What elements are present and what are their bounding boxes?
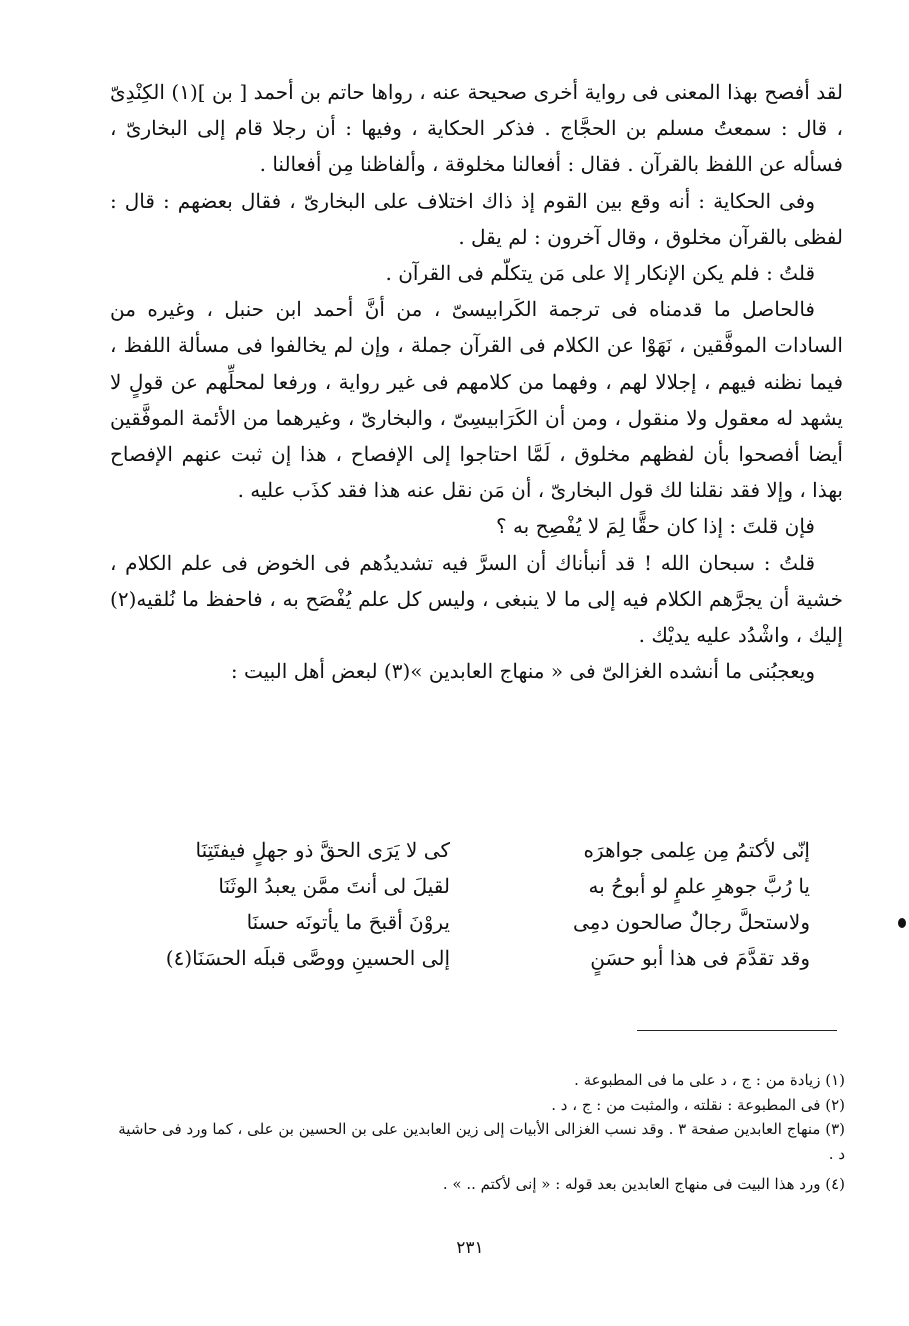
poem-verses xyxy=(150,832,810,976)
paragraph-6: قلتُ : سبحان الله ! قد أنبأناك أن السرَّ فيه تشديدُهم فى الخوض فى علم الكلام ، خشية أن يجرَّهم الكلام فيه إلى ما لا ينبغى ، وليس كل علم يُفْصَح به ، فاحفظ ما نُلقيه(٢) إليك ، واشْدُد عليه يديْك . xyxy=(110,550,843,648)
verse-first-hemistich: وقد تقدَّمَ فى هذا أبو حسَنٍ xyxy=(590,946,810,970)
margin-mark xyxy=(898,918,906,928)
footnote-1: (١) زيادة من : ج ، د على ما فى المطبوعة . xyxy=(574,1071,845,1089)
verse-line xyxy=(150,940,810,976)
paragraph-4: فالحاصل ما قدمناه فى ترجمة الكَرابيسىّ ، من أنَّ أحمد ابن حنبل ، وغيره من السادات الموفَّقين ، نَهَوْا عن الكلام فى القرآن جملة ، وإن لم يخالفوا فى مسألة اللفظ ، فيما نظنه فيهم ، إجلالا لهم ، وفهما من كلامهم فى غير رواية ، ورفعا لمحلِّهم عن قولٍ لا يشهد له معقول ولا منقول ، ومن أن الكَرَابيسِىّ ، والبخارىّ ، وغيرهما من الأئمة الموفَّقين أيضا أفصحوا بأن لفظهم مخلوق ، لَمَّا احتاجوا إلى الإفصاح ، هذا إن ثبت عنهم الإفصاح بهذا ، وإلا فقد نقلنا لك قول البخارىّ ، أن مَن نقل عنه هذا فقد كذَب عليه . xyxy=(110,297,843,503)
verse-second-hemistich: لقيلَ لى أنتَ ممَّن يعبدُ الوثَنَا xyxy=(218,874,450,898)
verse-second-hemistich: إلى الحسينِ ووصَّى قبلَه الحسَنَا(٤) xyxy=(165,946,450,970)
verse-line xyxy=(150,904,810,940)
verse-line xyxy=(150,832,810,868)
paragraph-5: فإن قلتَ : إذا كان حقًّا لِمَ لا يُفْصِح به ؟ xyxy=(495,514,815,539)
footnote-2: (٢) فى المطبوعة : نقلته ، والمثبت من : ج ، د . xyxy=(551,1095,845,1114)
paragraph-2: وفى الحكاية : أنه وقع بين القوم إذ ذاك اختلاف على البخارىّ ، فقال بعضهم : قال : لفظى بالقرآن مخلوق ، وقال آخرون : لم يقل . xyxy=(110,188,843,249)
paragraph-7: ويعجبُنى ما أنشده الغزالىّ فى « منهاج العابدين »(٣) لبعض أهل البيت : xyxy=(230,659,815,684)
footnote-4: (٤) ورد هذا البيت فى منهاج العابدين بعد قوله : « إنى لأكتم .. » . xyxy=(442,1175,845,1193)
verse-second-hemistich: يروْنَ أقبحَ ما يأتونَه حسنَا xyxy=(246,910,450,934)
verse-first-hemistich: إنّى لأكتمُ مِن عِلمى جواهرَه xyxy=(583,838,810,862)
main-text xyxy=(110,74,843,689)
verse-second-hemistich: كى لا يَرَى الحقَّ ذو جهلٍ فيفتَتِنَا xyxy=(195,838,450,862)
page-number: ٢٣١ xyxy=(456,1238,484,1258)
paragraph-1: لقد أفصح بهذا المعنى فى رواية أخرى صحيحة عنه ، رواها حاتم بن أحمد [ بن ](١) الكِنْدِىّ ، قال : سمعتُ مسلم بن الحجَّاج . فذكر الحكاية ، وفيها : أن رجلا قام إلى البخارىّ ، فسأله عن اللفظ بالقرآن . فقال : أفعالنا مخلوقة ، وألفاظنا مِن أفعالنا . xyxy=(110,80,844,177)
footnote-separator xyxy=(637,1030,837,1031)
verse-line xyxy=(150,868,810,904)
footnotes xyxy=(118,1068,845,1197)
paragraph-3: قلتُ : فلم يكن الإنكار إلا على مَن يتكلّم فى القرآن . xyxy=(385,261,815,286)
verse-first-hemistich: ولاستحلَّ رجالٌ صالحون دمِى xyxy=(572,910,810,934)
verse-first-hemistich: يا رُبَّ جوهرِ علمٍ لو أبوحُ به xyxy=(588,874,810,898)
footnote-3: (٣) منهاج العابدين صفحة ٣ . وقد نسب الغزالى الأبيات إلى زين العابدين على بن الحسين بن على ، كما ورد فى حاشية د . xyxy=(118,1120,845,1163)
